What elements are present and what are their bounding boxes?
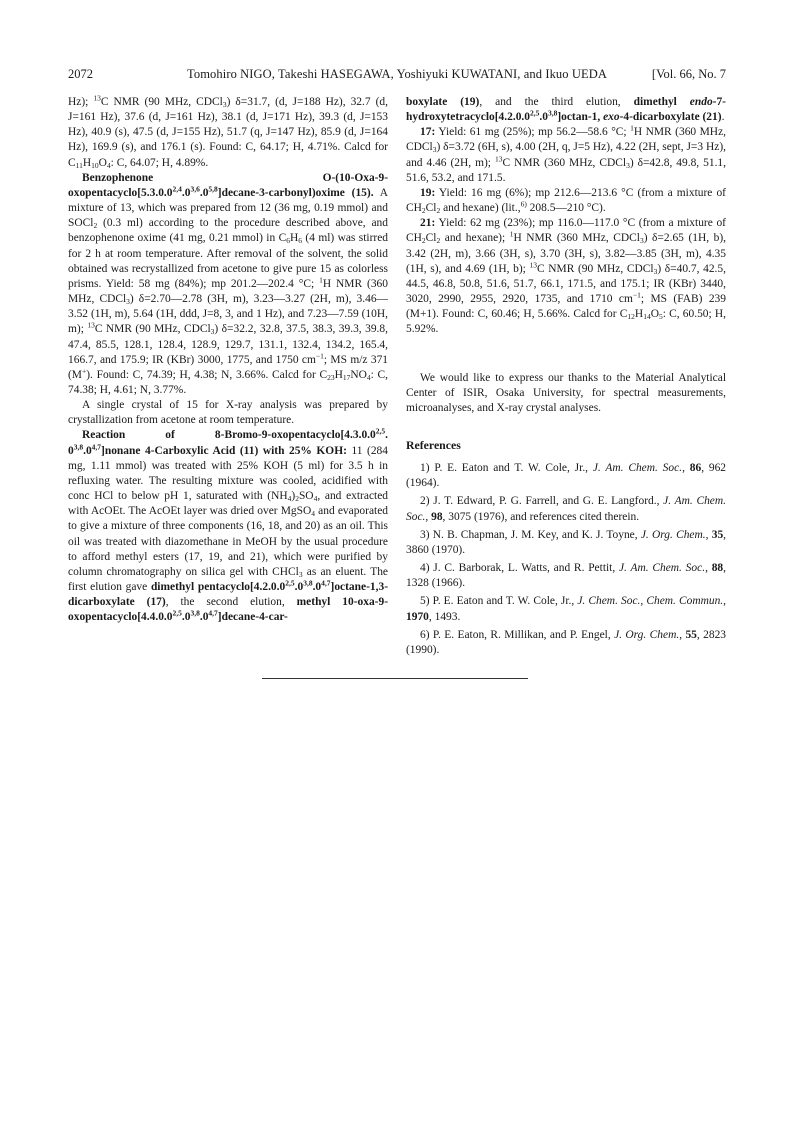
- compound-21-paragraph: 21: Yield: 62 mg (23%); mp 116.0—117.0 °C (from a mixture of $CH_2Cl_2$ and hexane); $^1$H NMR (360 MHz, CDCl$_3$) δ=2.65 (1H, b), 3.42 (2H, m), 3.66 (3H, s), 3.70 (3H, s), 3.82—3.85 (3H, m), 4.35 (1H, s), and 4.69 (1H, b); $^{13}$C NMR (90 MHz, CDCl$_3$) δ=40.7, 42.5, 44.5, 46.8, 50.8, 51.6, 51.7, 66.1, 171.5, and 175.1; IR (KBr) 3440, 3020, 2990, 2955, 2920, 1735, and 1710 $cm^{-1}$; MS (FAB) 239 (M+1). Found: C, 60.46; H, 5.66%. Calcd for $C_{12}H_{14}O_5$: C, 60.50; H, 5.92%.: [406, 217, 727, 336]
- nmr-continuation-paragraph: Hz); $^{13}$C NMR (90 MHz, CDCl$_3$) δ=31.7, (d, J=188 Hz), 32.7 (d, J=161 Hz), 37.6 (d, J=161 Hz), 38.1 (d, J=171 Hz), 39.3 (d, J=153 Hz), 40.9 (s), 47.5 (d, J=155 Hz), 51.7 (q, J=147 Hz), 85.9 (d, J=164 Hz), 169.9 (s), and 176.1 (s). Found: C, 64.17; H, 4.71%. Calcd for $C_{11}H_{10}O_4$: C, 64.07; H, 4.89%.: [68, 93, 388, 170]
- elution-continuation-paragraph: boxylate (19), and the third elution, dimethyl endo-7-hydroxytetracyclo[4.2.0.0$^{2,5}$.0$^{3,8}$]octan-1, exo-4-dicarboxylate (21).: [406, 96, 726, 124]
- compound-19-paragraph: 19: Yield: 16 mg (6%); mp 212.6—213.6 °C (from a mixture of $CH_2Cl_2$ and hexane) (lit.,$^{6)}$ 208.5—210 °C).: [406, 186, 726, 216]
- left-column: [68, 95, 388, 625]
- reference-item: 4) J. C. Barborak, L. Watts, and R. Pettit, J. Am. Chem. Soc., 88, 1328 (1966).: [406, 562, 726, 590]
- reference-list: [406, 461, 726, 658]
- references-heading: References: [406, 437, 461, 452]
- running-header: [68, 64, 726, 84]
- running-authors: Tomohiro NIGO, Takeshi HASEGAWA, Yoshiyuki KUWATANI, and Ikuo UEDA: [187, 67, 607, 81]
- reaction-koh-paragraph: Reaction of 8-Bromo-9-oxopentacyclo[4.3.0.0$^{2,5}$. 0$^{3,8}$.0$^{4,7}$]nonane 4-Carboxylic Acid (11) with 25% KOH: 11 (284 mg, 1.11 mmol) was treated with 25% KOH (5 ml) for 3.5 h in refluxing water. The resulting mixture was cooled, acidified with conc HCl to below pH 1, saturated with $(NH_4)_2SO_4$, and extracted with AcOEt. The AcOEt layer was dried over MgSO$_4$ and evaporated to give a mixture of three components (16, 18, and 20) as an oil. This oil was treated with diazomethane in MeOH by the usual procedure to afford methyl esters (17, 19, and 21), which were purified by column chromatography on silica gel with CHCl$_3$ as an eluent. The first elution gave dimethyl pentacyclo[4.2.0.0$^{2,5}$.0$^{3,8}$.0$^{4,7}$]octane-1,3-dicarboxylate (17), the second elution, methyl 10-oxa-9-oxopentacyclo[4.4.0.0$^{2,5}$.0$^{3,8}$.0$^{4,7}$]decane-4-car-: [68, 426, 388, 624]
- reference-item: 2) J. T. Edward, P. G. Farrell, and G. E. Langford., J. Am. Chem. Soc., 98, 3075 (1976), and references cited therein.: [406, 495, 726, 523]
- crystal-paragraph: A single crystal of 15 for X-ray analysis was prepared by crystallization from acetone at room temperature.: [68, 399, 388, 427]
- section-heading: Benzophenone O-(10-Oxa-9-oxopentacyclo[5.3.0.0$^{2,4}$.0$^{3,6}$.0$^{5,8}$]decane-3-carbonyl)oxime (15).: [68, 171, 388, 199]
- reference-item: 1) P. E. Eaton and T. W. Cole, Jr., J. Am. Chem. Soc., 86, 962 (1964).: [406, 462, 727, 490]
- page-number: 2072: [68, 67, 93, 81]
- reference-item: 6) P. E. Eaton, R. Millikan, and P. Engel, J. Org. Chem., 55, 2823 (1990).: [406, 628, 727, 656]
- compound-17-paragraph: 17: Yield: 61 mg (25%); mp 56.2—58.6 °C; $^1$H NMR (360 MHz, CDCl$_3$) δ=3.72 (6H, s), 4.00 (2H, q, J=5 Hz), 4.22 (2H, sept, J=3 Hz), and 4.46 (2H, m); $^{13}$C NMR (360 MHz, CDCl$_3$) δ=42.8, 49.8, 51.1, 51.6, 53.2, and 171.5.: [406, 123, 727, 184]
- end-rule: [262, 678, 528, 679]
- acknowledgement-paragraph: We would like to express our thanks to the Material Analytical Center of ISIR, Osaka University, for spectral measurements, microanalyses, and X-ray crystal analyses.: [406, 371, 726, 414]
- volume-label: [Vol. 66, No. 7: [651, 67, 726, 81]
- reference-item: 5) P. E. Eaton and T. W. Cole, Jr., J. Chem. Soc., Chem. Commun., 1970, 1493.: [406, 595, 727, 623]
- section-heading: Reaction of 8-Bromo-9-oxopentacyclo[4.3.0.0$^{2,5}$. 0$^{3,8}$.0$^{4,7}$]nonane 4-Carboxylic Acid (11) with 25% KOH:: [68, 426, 388, 457]
- right-column: [406, 95, 726, 658]
- reference-item: 3) N. B. Chapman, J. M. Key, and K. J. Toyne, J. Org. Chem., 35, 3860 (1970).: [406, 528, 727, 556]
- benzophenone-oxime-paragraph: Benzophenone O-(10-Oxa-9-oxopentacyclo[5.3.0.0$^{2,4}$.0$^{3,6}$.0$^{5,8}$]decane-3-carbonyl)oxime (15). A mixture of 13, which was prepared from 12 (36 mg, 0.19 mmol) and SOCl$_2$ (0.3 ml) according to the procedure described above, and benzophenone oxime (41 mg, 0.21 mmol) in $C_6H_6$ (4 ml) was stirred for 2 h at room temperature. After removal of the solvent, the solid obtained was recrystallized from acetone to give pure 15 as colorless prisms. Yield: 58 mg (84%); mp 201.2—202.4 °C; $^1$H NMR (360 MHz, CDCl$_3$) δ=2.70—2.78 (3H, m), 3.23—3.27 (2H, m), 3.46—3.52 (1H, m), 5.64 (1H, ddd, J=8, 3, and 1 Hz), and 7.23—7.59 (10H, m); $^{13}$C NMR (90 MHz, CDCl$_3$) δ=32.2, 32.8, 37.5, 38.3, 39.3, 39.8, 47.4, 85.5, 128.1, 128.4, 128.9, 129.7, 131.1, 132.4, 134.2, 165.4, 166.7, and 175.9; IR (KBr) 3000, 1775, and 1750 $cm^{-1}$; MS m/z 371 (M+). Found: C, 74.39; H, 4.38; N, 3.66%. Calcd for $C_{23}H_{17}NO_4$: C, 74.38; H, 4.61; N, 3.77%.: [68, 171, 389, 396]
